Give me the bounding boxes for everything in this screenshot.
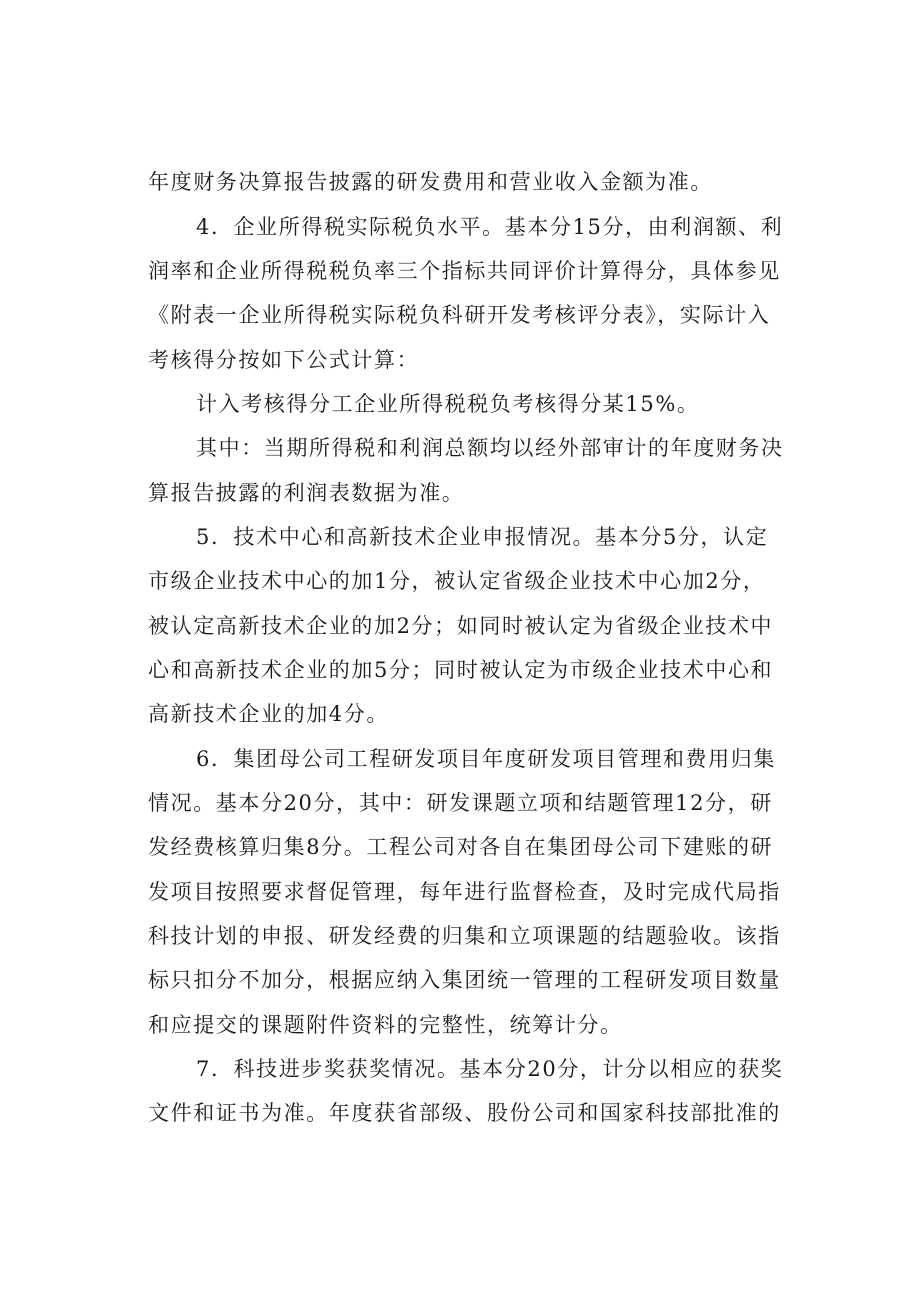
text-line: 5．技术中心和高新技术企业申报情况。基本分5分，认定: [196, 525, 769, 549]
text-line: 算报告披露的利润表数据为准。: [148, 481, 465, 505]
text-line: 和应提交的课题附件资料的完整性，统筹计分。: [148, 1013, 623, 1037]
text-line: 《附表一企业所得税实际税负科研开发考核评分表》，实际计入: [148, 303, 771, 327]
text-line: 7．科技进步奖获奖情况。基本分20分，计分以相应的获奖: [196, 1057, 784, 1081]
text-line: 科技计划的申报、研发经费的归集和立项课题的结题验收。该指: [148, 924, 781, 948]
text-line: 其中：当期所得税和利润总额均以经外部审计的年度财务决: [196, 436, 784, 460]
text-line: 发经费核算归集8分。工程公司对各自在集团母公司下建账的研: [148, 835, 774, 859]
text-line: 心和高新技术企业的加5分；同时被认定为市级企业技术中心和: [148, 658, 774, 682]
text-line: 高新技术企业的加4分。: [148, 702, 389, 726]
text-line: 发项目按照要求督促管理，每年进行监督检查，及时完成代局指: [148, 880, 781, 904]
text-line: 情况。基本分20分，其中：研发课题立项和结题管理12分，研: [148, 791, 773, 815]
text-line: 年度财务决算报告披露的研发费用和营业收入金额为准。: [148, 170, 713, 194]
text-line: 市级企业技术中心的加1分，被认定省级企业技术中心加2分，: [148, 569, 766, 593]
text-line: 润率和企业所得税税负率三个指标共同评价计算得分，具体参见: [148, 259, 781, 283]
text-line: 被认定高新技术企业的加2分；如同时被认定为省级企业技术中: [148, 614, 774, 638]
text-line: 标只扣分不加分，根据应纳入集团统一管理的工程研发项目数量: [148, 968, 781, 992]
text-line: 文件和证书为准。年度获省部级、股份公司和国家科技部批准的: [148, 1101, 781, 1125]
text-line: 4．企业所得税实际税负水平。基本分15分，由利润额、利: [196, 215, 784, 239]
text-line: 6．集团母公司工程研发项目年度研发项目管理和费用归集: [196, 747, 776, 771]
formula-line: 计入考核得分工企业所得税税负考核得分某15%。: [196, 392, 700, 416]
text-line: 考核得分按如下公式计算：: [148, 348, 420, 372]
